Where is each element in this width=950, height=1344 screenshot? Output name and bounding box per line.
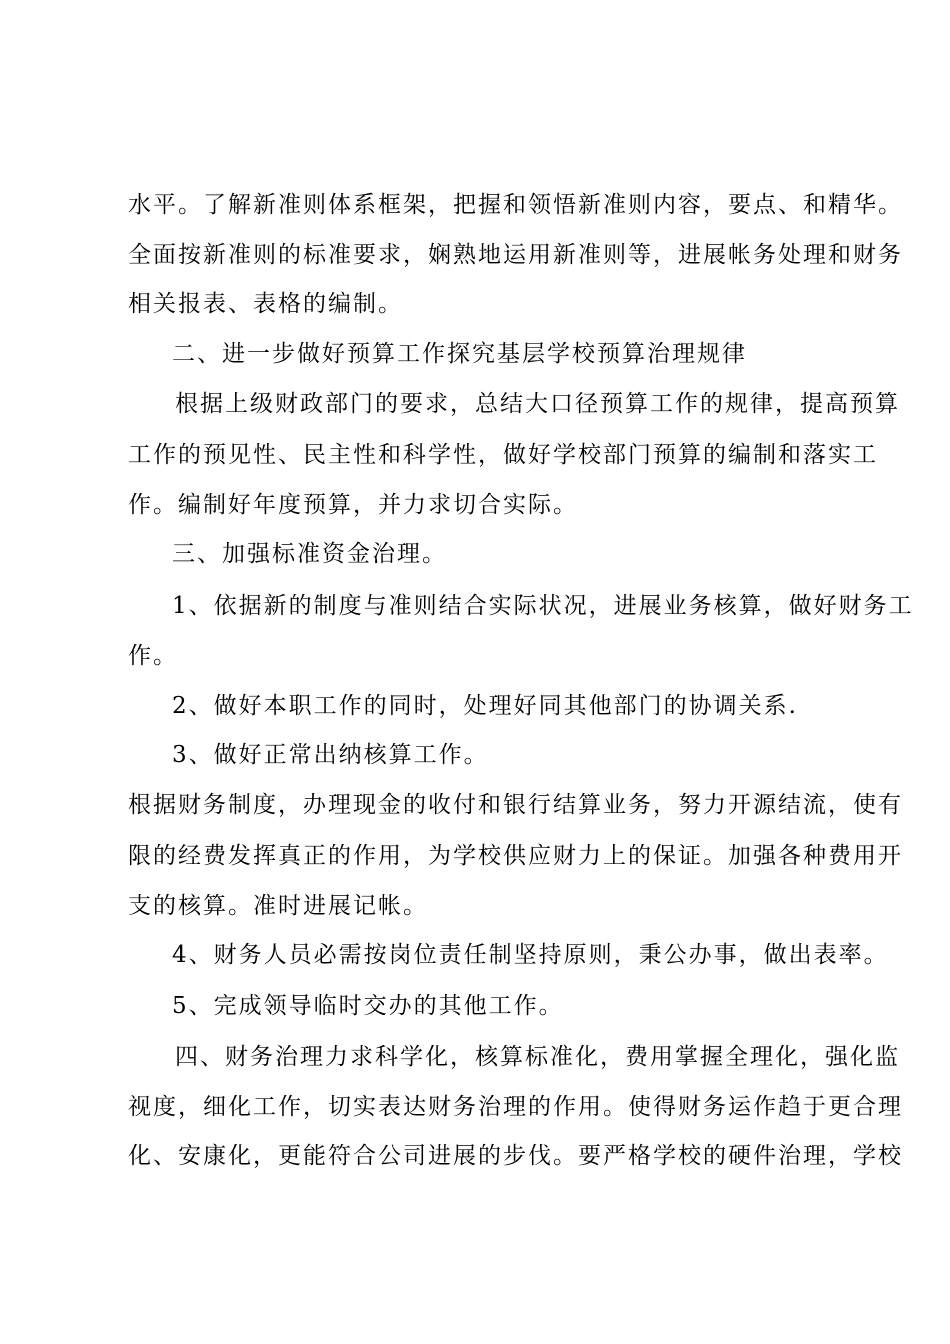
paragraph-line: 支的核算。准时进展记帐。	[128, 893, 428, 919]
section-heading: 二、进一步做好预算工作探究基层学校预算治理规律	[172, 341, 747, 367]
paragraph-line: 水平。了解新准则体系框架，把握和领悟新准则内容，要点、和精华。	[128, 192, 903, 218]
list-item: 5、完成领导临时交办的其他工作。	[172, 993, 564, 1019]
paragraph-line: 限的经费发挥真正的作用，为学校供应财力上的保证。加强各种费用开	[128, 843, 903, 869]
paragraph-line: 作。编制好年度预算，并力求切合实际。	[128, 492, 578, 518]
paragraph-line: 全面按新准则的标准要求，娴熟地运用新准则等，进展帐务处理和财务	[128, 242, 903, 268]
paragraph-line: 作。	[128, 643, 178, 669]
list-item: 3、做好正常出纳核算工作。	[172, 742, 489, 768]
paragraph-line: 化、安康化，更能符合公司进展的步伐。要严格学校的硬件治理，学校	[128, 1143, 903, 1169]
list-item: 4、财务人员必需按岗位责任制坚持原则，秉公办事，做出表率。	[172, 942, 889, 968]
list-item: 2、做好本职工作的同时，处理好同其他部门的协调关系.	[172, 693, 798, 719]
paragraph-line: 根据财务制度，办理现金的收付和银行结算业务，努力开源结流，使有	[128, 792, 903, 818]
paragraph-line: 相关报表、表格的编制。	[128, 291, 403, 317]
paragraph-line: 工作的预见性、民主性和科学性，做好学校部门预算的编制和落实工	[128, 442, 878, 468]
section-heading: 四、财务治理力求科学化，核算标准化，费用掌握全理化，强化监	[175, 1044, 900, 1070]
section-heading: 三、加强标准资金治理。	[172, 541, 447, 567]
paragraph-line: 视度，细化工作，切实表达财务治理的作用。使得财务运作趋于更合理	[128, 1094, 903, 1120]
paragraph-line: 根据上级财政部门的要求，总结大口径预算工作的规律，提高预算	[175, 391, 900, 417]
list-item: 1、依据新的制度与准则结合实际状况，进展业务核算，做好财务工	[172, 593, 914, 619]
